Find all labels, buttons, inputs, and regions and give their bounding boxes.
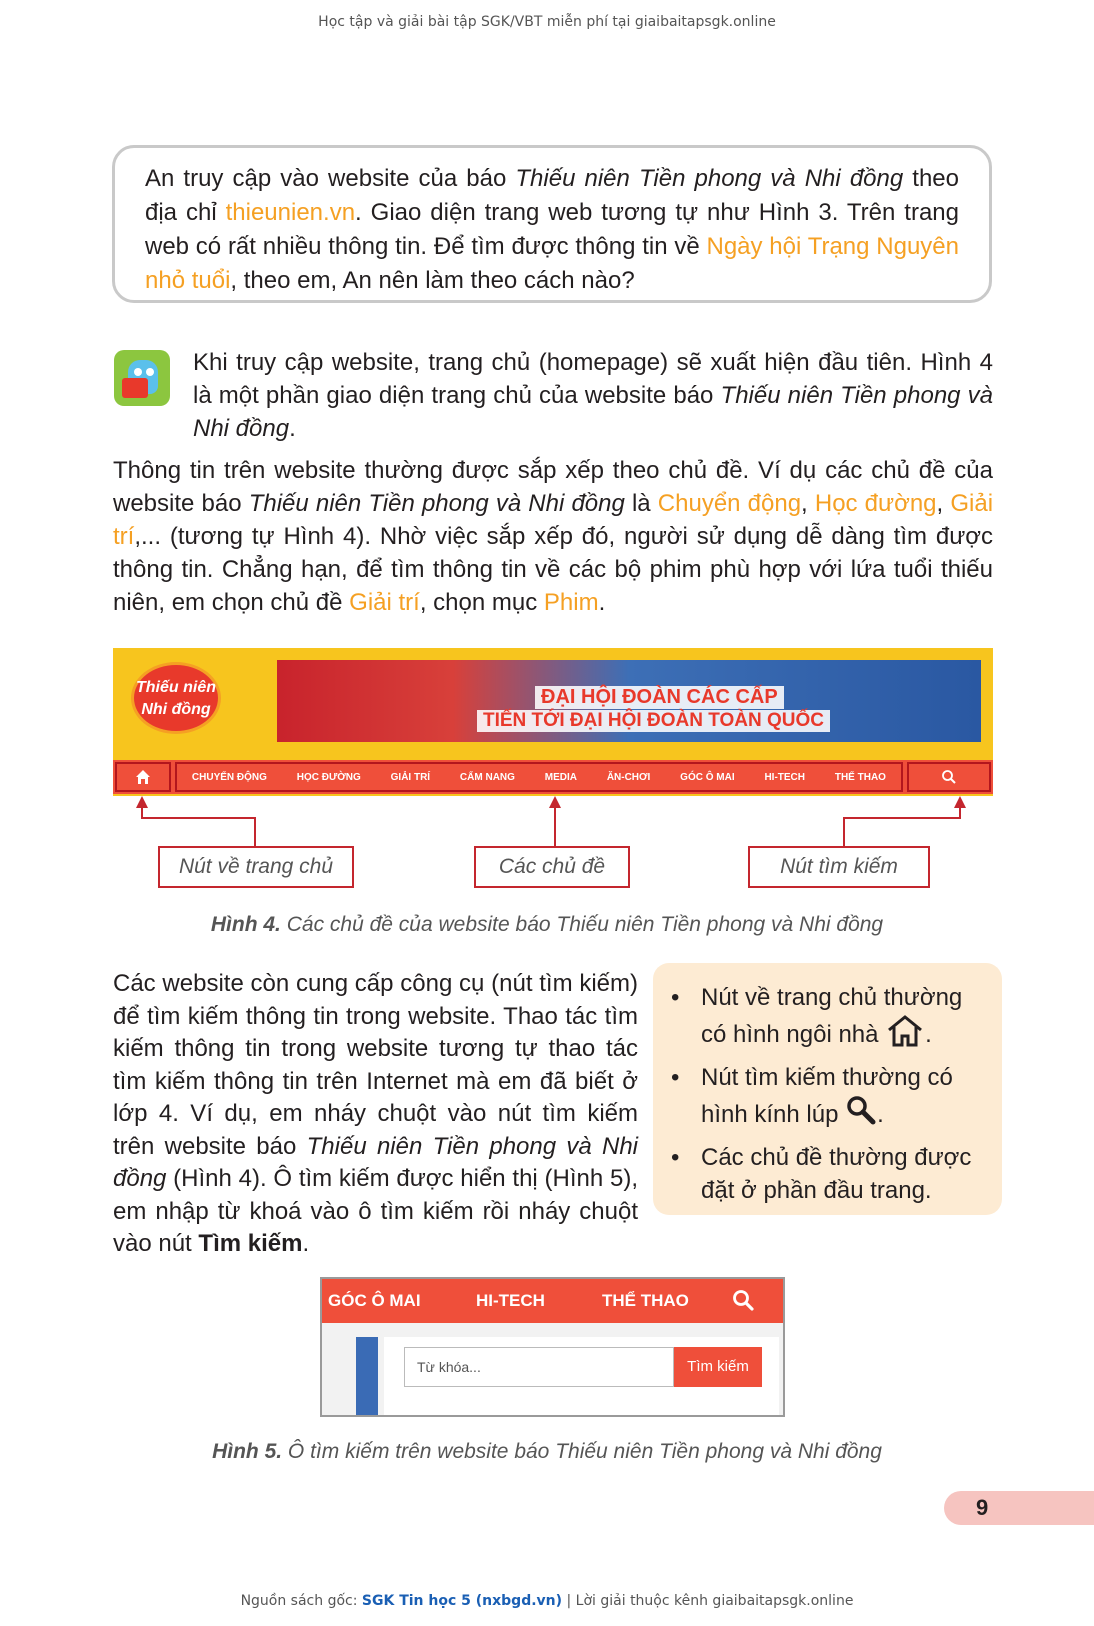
footer-text: Nguồn sách gốc: [240,1593,362,1609]
website-url: thieunien.vn [225,199,356,226]
tip-item: • Nút tìm kiếm thường có hình kính lúp . [701,1061,986,1131]
newspaper-name: Thiếu niên Tiền phong và Nhi đồng [113,1132,639,1192]
search-input[interactable]: Từ khóa... [404,1347,674,1387]
question-text: . Giao diện trang web tương tự như Hình 3. Trên trang web có rất nhiều thông tin. Để tìm được thông tin về [145,199,960,260]
tip-home-text: Nút về trang chủ thường có hình ngôi nhà [701,984,963,1048]
paragraph-text: . [598,589,606,616]
page-header: Học tập và giải bài tập SGK/VBT miễn phí tại giaibaitapsgk.online [318,14,776,30]
page-footer [0,1593,1094,1609]
figure-5-search-box [320,1277,785,1417]
label-topics: Các chủ đề [474,846,630,888]
label-home-button: Nút về trang chủ [158,846,354,888]
topic-item[interactable]: GÓC Ô MAI [680,771,735,783]
paragraph-text: ,... (tương tự Hình 4). Nhờ việc sắp xếp đó, người sử dụng dễ dàng tìm được thông tin. Chẳng hạn, để tìm thông tin về các bộ phim phù hợp với lứa tuổi thiếu niên, em chọn chủ đề [113,523,993,616]
paragraph-text: . [302,1230,310,1257]
page-number: 9 [944,1491,1094,1525]
caption-label: Hình 4. [210,913,281,936]
newspaper-name: Thiếu niên Tiền phong và Nhi đồng [193,382,993,442]
figure-4-caption [0,913,1094,937]
banner-headline: ĐẠI HỘI ĐOÀN CÁC CẤP [535,686,784,709]
magnifier-icon [845,1094,877,1126]
topic-phim: Phim [543,589,599,616]
question-text: , theo em, An nên làm theo cách nào? [230,267,635,294]
search-paragraph [113,968,638,1261]
paragraph-text: Các website còn cung cấp công cụ (nút tìm kiếm) để tìm kiếm thông tin trong website. Thao tác tìm kiếm thông tin trong website tương tự thao tác tìm kiếm thông tin trên Internet mà em đã biết ở lớp 4. Ví dụ, em nháy chuột vào nút tìm kiếm trên website báo [113,970,638,1160]
topic-item[interactable]: CẨM NANG [459,771,515,783]
topic-giai-tri: Giải trí [349,589,420,616]
paragraph-text: , [801,490,815,517]
footer-source-link[interactable]: SGK Tin học 5 (nxbgd.vn) [361,1593,563,1609]
paragraph-text: , [936,490,951,517]
question-text: theo địa chỉ [145,165,960,226]
topic-item[interactable]: HI-TECH [764,771,806,783]
site-logo[interactable]: Thiếu niên Nhi đồng [131,662,221,734]
topic-item[interactable]: THỂ THAO [834,771,886,783]
nav-item[interactable]: GÓC Ô MAI [328,1291,421,1310]
paragraph-text: là [624,490,658,517]
topic-item[interactable]: CHUYỂN ĐỘNG [191,771,267,783]
tip-item: • Nút về trang chủ thường có hình ngôi nhà . [701,981,986,1051]
topic-item[interactable]: MEDIA [544,771,577,783]
note-text: . [289,415,296,442]
search-nav-bar [322,1279,783,1323]
caption-text: Ô tìm kiếm trên website báo Thiếu niên Tiền phong và Nhi đồng [282,1440,882,1463]
tip-search-text: Nút tìm kiếm thường có hình kính lúp [701,1064,953,1128]
newspaper-name: Thiếu niên Tiền phong và Nhi đồng [248,490,625,517]
banner-subheadline: TIẾN TỚI ĐẠI HỘI ĐOÀN TOÀN QUỐC [477,710,830,732]
caption-text: Các chủ đề của website báo Thiếu niên Tiền phong và Nhi đồng [280,913,884,936]
topic-giai-tri: Giải trí [113,490,994,550]
topic-chuyen-dong: Chuyển động [657,490,802,517]
figure-5-caption [0,1440,1094,1464]
note-text: Khi truy cập website, trang chủ (homepage) sẽ xuất hiện đầu tiên. Hình 4 là một phần giao diện trang chủ của website báo [193,349,993,409]
tip-item: • Các chủ đề thường được đặt ở phần đầu trang. [701,1141,986,1207]
topic-hoc-duong: Học đường [814,490,937,517]
caption-label: Hình 5. [212,1440,283,1463]
newspaper-name: Thiếu niên Tiền phong và Nhi đồng [515,165,904,192]
search-submit-button[interactable]: Tìm kiếm [674,1347,762,1387]
nav-item[interactable]: HI-TECH [476,1291,545,1310]
paragraph-text: (Hình 4). Ô tìm kiếm được hiển thị (Hình 5), em nhập từ khoá vào ô tìm kiếm rồi nháy chuột vào nút [113,1165,638,1257]
topic-item[interactable]: HỌC ĐƯỜNG [296,771,361,783]
label-search-button: Nút tìm kiếm [748,846,930,888]
search-icon[interactable] [732,1289,754,1311]
search-button-name: Tìm kiếm [198,1230,303,1257]
house-icon [885,1014,925,1048]
question-text: An truy cập vào website của báo [145,165,516,192]
tips-box [653,963,1002,1215]
paragraph-text: Thông tin trên website thường được sắp xếp theo chủ đề. Ví dụ các chủ đề của website báo [113,457,993,517]
topic-item[interactable]: GIẢI TRÍ [390,771,431,783]
topic-item[interactable]: ĂN-CHƠI [606,771,651,783]
footer-text: | Lời giải thuộc kênh giaibaitapsgk.online [562,1593,854,1609]
side-bar [356,1337,378,1415]
nav-item[interactable]: THỂ THAO [602,1291,689,1310]
paragraph-text: , chọn mục [419,589,544,616]
event-name: Ngày hội Trạng Nguyên nhỏ tuổi [145,233,959,294]
